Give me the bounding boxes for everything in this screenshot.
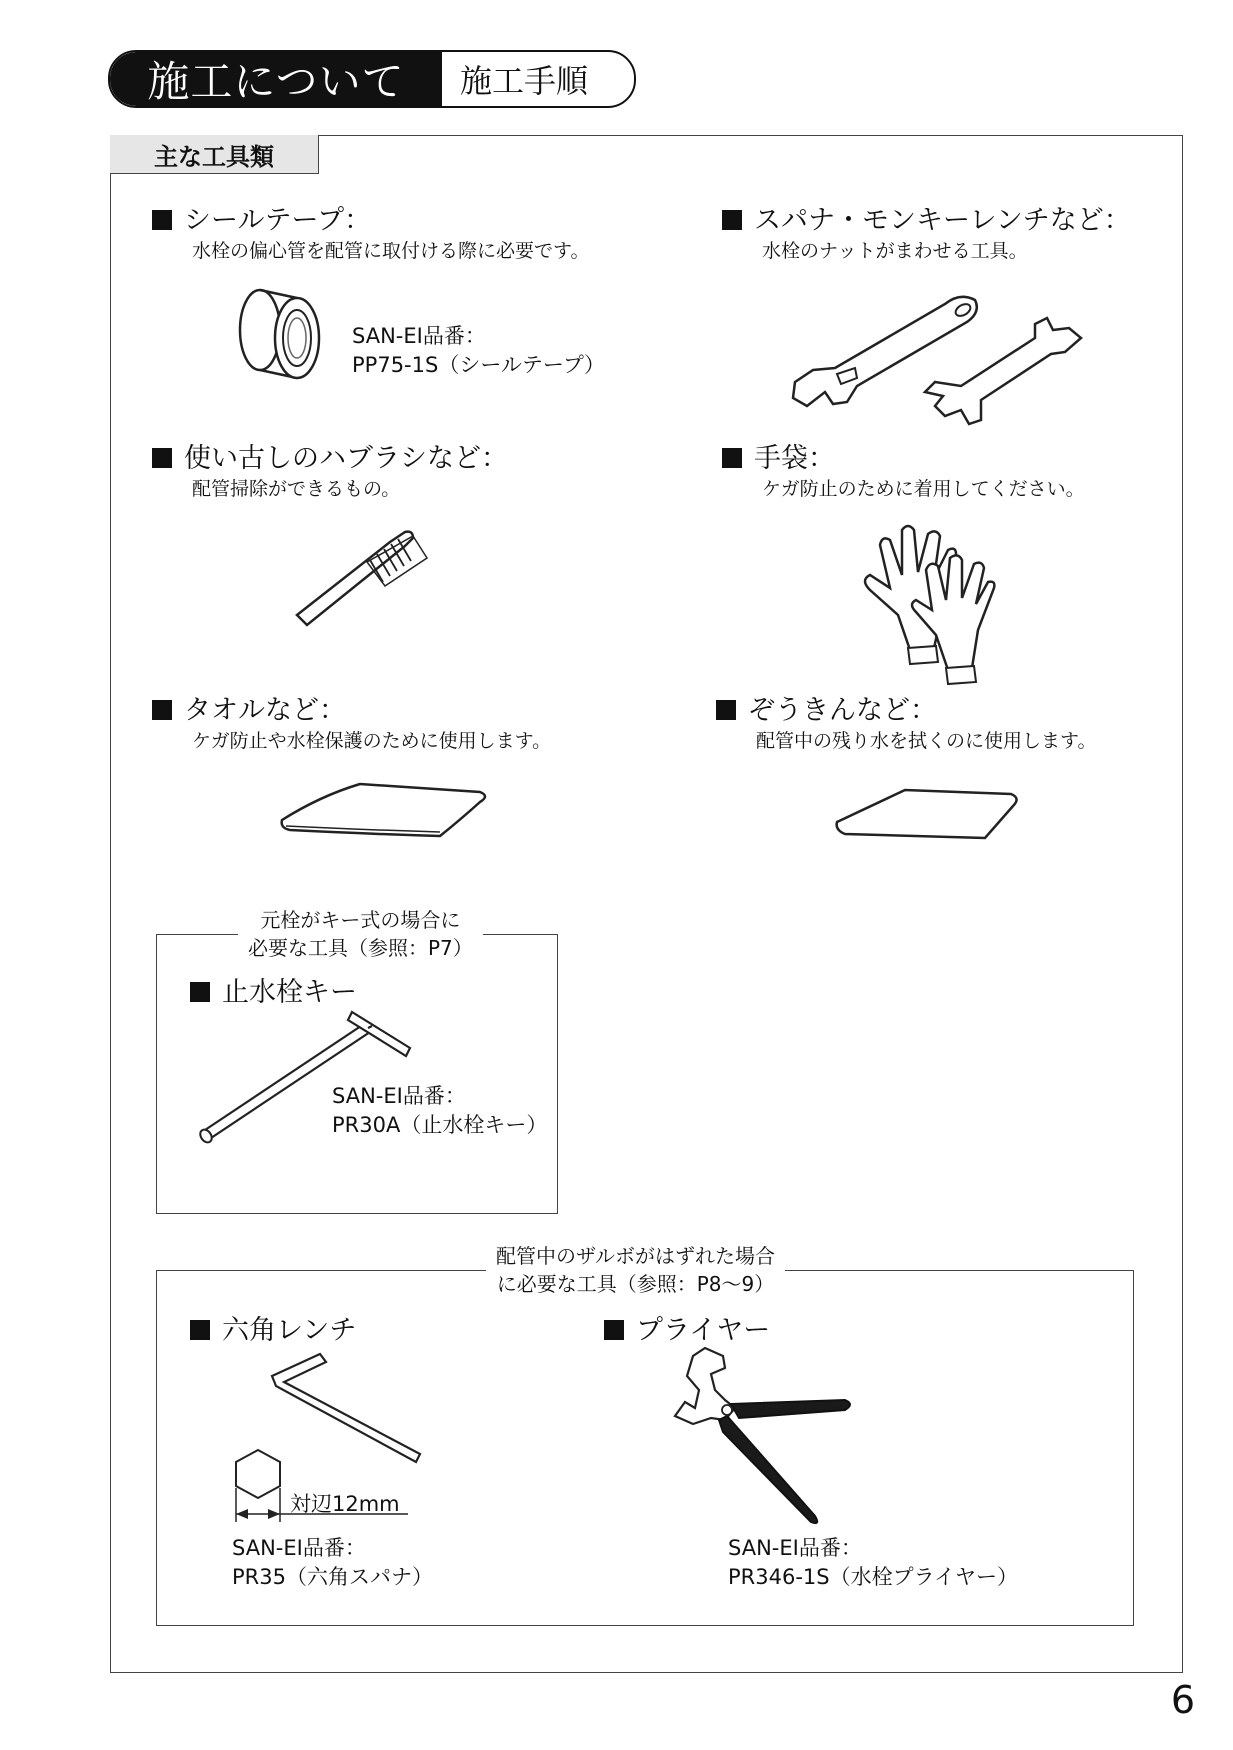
page-subtitle: 施工手順	[460, 62, 589, 100]
zarubo-tools-legend: 配管中のザルボがはずれた場合 に必要な工具（参照：P8～9）	[486, 1242, 785, 1298]
seal-tape-illustration	[225, 280, 335, 392]
pliers-illustration	[665, 1346, 875, 1546]
page-title: 施工について	[110, 52, 442, 106]
stopcock-key-legend: 元栓がキー式の場合に 必要な工具（参照：P7）	[238, 906, 483, 962]
brush-heading: 使い古しのハブラシなど：	[152, 436, 508, 475]
towel-illustration	[280, 780, 500, 850]
seal-tape-heading: シールテープ：	[152, 198, 371, 237]
spanner-heading: スパナ・モンキーレンチなど：	[722, 198, 1131, 237]
rag-heading: ぞうきんなど：	[716, 688, 937, 727]
pliers-code: SAN-EI品番： PR346-1S（水栓プライヤー）	[728, 1536, 1018, 1589]
hex-dimension-label: 対辺12mm	[290, 1492, 400, 1516]
section-label: 主な工具類	[110, 135, 319, 174]
spanner-desc: 水栓のナットがまわせる工具。	[762, 240, 1028, 262]
gloves-desc: ケガ防止のために着用してください。	[762, 478, 1085, 500]
towel-heading: タオルなど：	[152, 688, 346, 727]
brush-desc: 配管掃除ができるもの。	[192, 478, 401, 500]
page-title-banner	[108, 50, 636, 108]
wrench-illustration	[785, 282, 1095, 432]
seal-tape-code: SAN-EI品番： PP75-1S（シールテープ）	[352, 324, 606, 377]
stopcock-key-heading: 止水栓キー	[190, 970, 357, 1009]
hex-wrench-illustration	[270, 1352, 430, 1462]
stopcock-key-code: SAN-EI品番： PR30A（止水栓キー）	[332, 1084, 548, 1137]
rag-illustration	[835, 786, 1025, 850]
gloves-heading: 手袋：	[722, 436, 835, 475]
toothbrush-illustration	[295, 520, 445, 640]
page-number: 6	[1170, 1678, 1195, 1722]
rag-desc: 配管中の残り水を拭くのに使用します。	[756, 730, 1097, 752]
hex-wrench-code: SAN-EI品番： PR35（六角スパナ）	[232, 1536, 433, 1589]
gloves-illustration	[850, 520, 1000, 680]
hex-wrench-heading: 六角レンチ	[190, 1308, 356, 1347]
towel-desc: ケガ防止や水栓保護のために使用します。	[192, 730, 552, 752]
seal-tape-desc: 水栓の偏心管を配管に取付ける際に必要です。	[192, 240, 590, 262]
pliers-heading: プライヤー	[604, 1308, 770, 1347]
